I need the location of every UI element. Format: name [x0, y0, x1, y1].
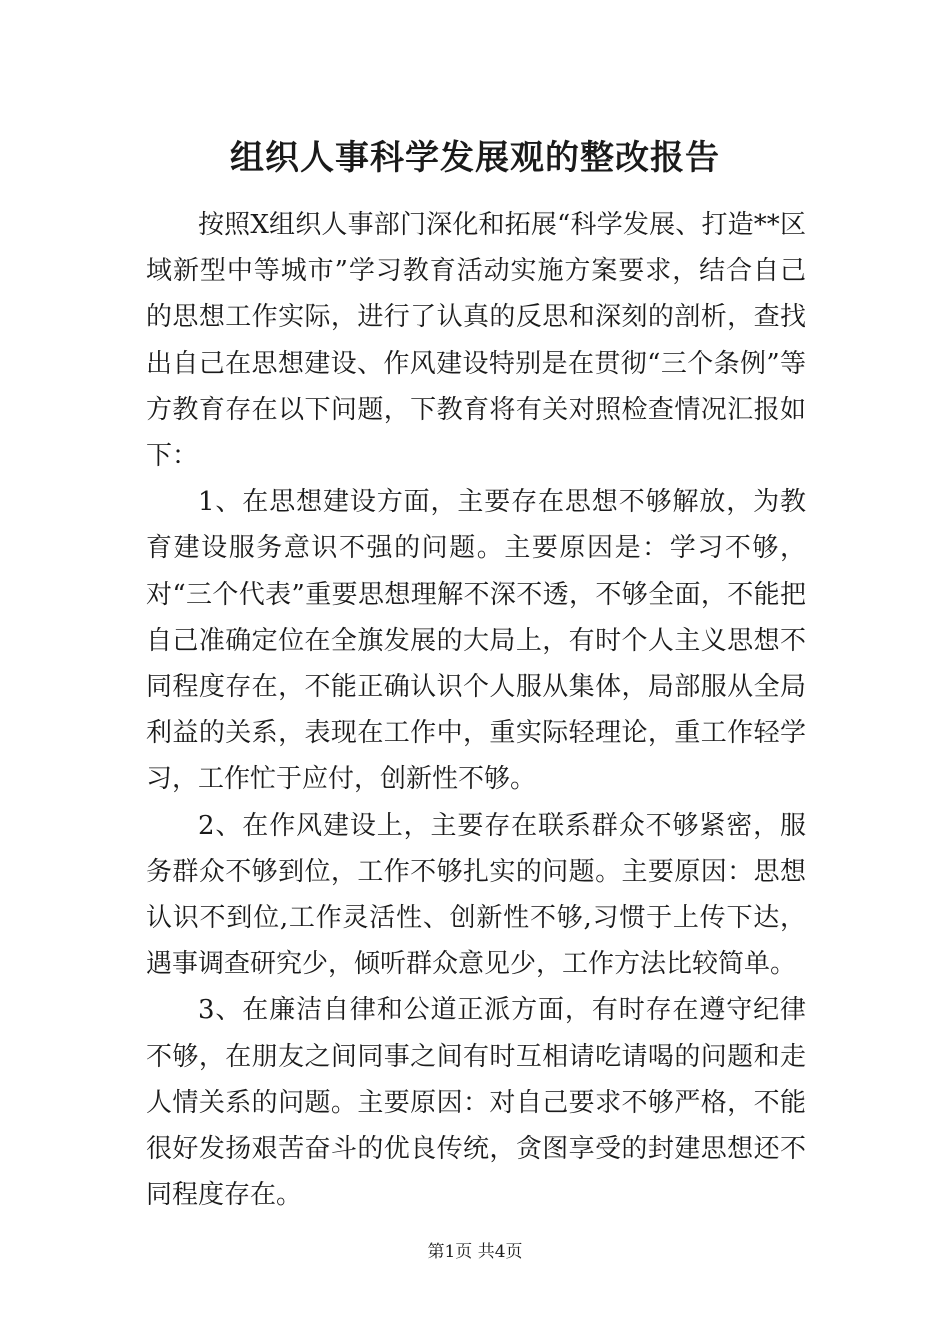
paragraph-item-3: 3、在廉洁自律和公道正派方面，有时存在遵守纪律不够，在朋友之间同事之间有时互相请吃请喝的问题和走人情关系的问题。主要原因：对自己要求不够严格，不能很好发扬艰苦奋斗的优良传统，贪图享受的封建思想还不同程度存在。 [146, 995, 806, 1211]
paragraph-item-1: 1、在思想建设方面，主要存在思想不够解放，为教育建设服务意识不强的问题。主要原因是：学习不够，对“三个代表”重要思想理解不深不透，不够全面，不能把自己准确定位在全旗发展的大局上，有时个人主义思想不同程度存在，不能正确认识个人服从集体，局部服从全局利益的关系，表现在工作中，重实际轻理论，重工作轻学习，工作忙于应付，创新性不够。 [146, 487, 806, 795]
page-total: 共4页 [477, 1242, 523, 1262]
page-number: 第1页 [427, 1242, 473, 1262]
paragraph-intro: 按照X组织人事部门深化和拓展“科学发展、打造**区域新型中等城市”学习教育活动实施方案要求，结合自己的思想工作实际，进行了认真的反思和深刻的剖析，查找出自己在思想建设、作风建设特别是在贯彻“三个条例”等方教育存在以下问题，下教育将有关对照检查情况汇报如下： [146, 210, 806, 472]
document-body [146, 202, 806, 1218]
paragraph-item-2: 2、在作风建设上，主要存在联系群众不够紧密，服务群众不够到位，工作不够扎实的问题。主要原因：思想认识不到位,工作灵活性、创新性不够,习惯于上传下达，遇事调查研究少，倾听群众意见少，工作方法比较简单。 [146, 810, 806, 980]
document-title: 组织人事科学发展观的整改报告 [230, 138, 720, 178]
page-footer [0, 1240, 950, 1264]
